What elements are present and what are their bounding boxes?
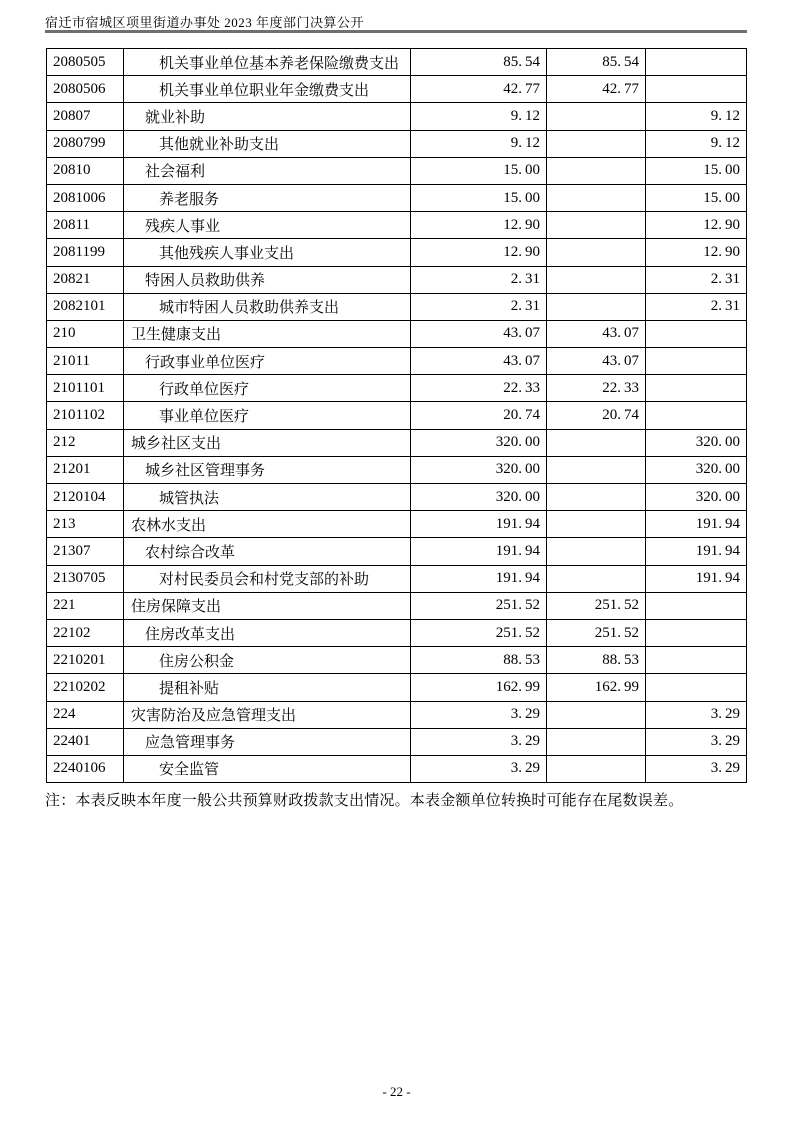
subject-code-cell: 2080799: [47, 130, 124, 157]
amount-project-cell: [646, 320, 747, 347]
subject-name-cell: 机关事业单位基本养老保险缴费支出: [124, 49, 411, 76]
subject-code-cell: 21307: [47, 538, 124, 565]
subject-name-cell: 城乡社区管理事务: [124, 456, 411, 483]
subject-name-cell: 残疾人事业: [124, 212, 411, 239]
amount-basic-cell: [547, 293, 646, 320]
amount-project-cell: 15. 00: [646, 184, 747, 211]
amount-project-cell: [646, 49, 747, 76]
subject-code-cell: 212: [47, 429, 124, 456]
table-row: [47, 484, 747, 511]
subject-code-cell: 224: [47, 701, 124, 728]
header-rule-divider: [45, 30, 747, 33]
subject-name-cell: 其他残疾人事业支出: [124, 239, 411, 266]
subject-code-cell: 22102: [47, 619, 124, 646]
subject-code-cell: 2130705: [47, 565, 124, 592]
subject-name-cell: 住房公积金: [124, 647, 411, 674]
amount-basic-cell: [547, 212, 646, 239]
subject-name-cell: 城管执法: [124, 484, 411, 511]
amount-basic-cell: [547, 755, 646, 782]
amount-project-cell: 2. 31: [646, 293, 747, 320]
table-row: [47, 456, 747, 483]
amount-basic-cell: [547, 429, 646, 456]
amount-basic-cell: [547, 266, 646, 293]
table-row: [47, 619, 747, 646]
subject-code-cell: 21201: [47, 456, 124, 483]
subject-code-cell: 2240106: [47, 755, 124, 782]
amount-total-cell: 320. 00: [411, 484, 547, 511]
amount-basic-cell: 42. 77: [547, 76, 646, 103]
amount-total-cell: 9. 12: [411, 130, 547, 157]
subject-code-cell: 2210201: [47, 647, 124, 674]
amount-project-cell: [646, 348, 747, 375]
subject-code-cell: 2101101: [47, 375, 124, 402]
amount-project-cell: [646, 402, 747, 429]
amount-total-cell: 85. 54: [411, 49, 547, 76]
amount-project-cell: [646, 619, 747, 646]
subject-name-cell: 住房改革支出: [124, 619, 411, 646]
subject-name-cell: 对村民委员会和村党支部的补助: [124, 565, 411, 592]
amount-basic-cell: [547, 456, 646, 483]
amount-project-cell: 9. 12: [646, 130, 747, 157]
subject-code-cell: 20811: [47, 212, 124, 239]
amount-total-cell: 15. 00: [411, 157, 547, 184]
amount-total-cell: 22. 33: [411, 375, 547, 402]
amount-total-cell: 251. 52: [411, 592, 547, 619]
subject-code-cell: 2081199: [47, 239, 124, 266]
table-row: [47, 674, 747, 701]
table-row: [47, 511, 747, 538]
subject-name-cell: 其他就业补助支出: [124, 130, 411, 157]
amount-total-cell: 3. 29: [411, 728, 547, 755]
subject-name-cell: 安全监管: [124, 755, 411, 782]
table-row: [47, 239, 747, 266]
amount-project-cell: 12. 90: [646, 212, 747, 239]
subject-name-cell: 应急管理事务: [124, 728, 411, 755]
page-number: - 22 -: [382, 1084, 411, 1099]
amount-basic-cell: [547, 239, 646, 266]
amount-total-cell: 43. 07: [411, 348, 547, 375]
amount-project-cell: 12. 90: [646, 239, 747, 266]
amount-total-cell: 43. 07: [411, 320, 547, 347]
table-row: [47, 130, 747, 157]
subject-name-cell: 农林水支出: [124, 511, 411, 538]
amount-basic-cell: [547, 130, 646, 157]
amount-basic-cell: 43. 07: [547, 348, 646, 375]
amount-total-cell: 191. 94: [411, 538, 547, 565]
amount-project-cell: 320. 00: [646, 429, 747, 456]
table-row: [47, 592, 747, 619]
table-row: [47, 184, 747, 211]
amount-project-cell: [646, 76, 747, 103]
subject-name-cell: 行政事业单位医疗: [124, 348, 411, 375]
table-row: [47, 320, 747, 347]
amount-basic-cell: [547, 511, 646, 538]
amount-basic-cell: [547, 103, 646, 130]
amount-project-cell: [646, 375, 747, 402]
amount-total-cell: 3. 29: [411, 701, 547, 728]
amount-project-cell: 3. 29: [646, 755, 747, 782]
amount-basic-cell: 88. 53: [547, 647, 646, 674]
table-row: [47, 103, 747, 130]
table-row: [47, 293, 747, 320]
subject-name-cell: 事业单位医疗: [124, 402, 411, 429]
subject-code-cell: 2120104: [47, 484, 124, 511]
amount-total-cell: 12. 90: [411, 212, 547, 239]
table-row: [47, 538, 747, 565]
amount-total-cell: 88. 53: [411, 647, 547, 674]
amount-project-cell: 191. 94: [646, 511, 747, 538]
amount-basic-cell: [547, 484, 646, 511]
table-footnote: 注：本表反映本年度一般公共预算财政拨款支出情况。本表金额单位转换时可能存在尾数误差。: [45, 793, 684, 809]
table-row: [47, 728, 747, 755]
table-row: [47, 565, 747, 592]
subject-name-cell: 就业补助: [124, 103, 411, 130]
table-row: [47, 348, 747, 375]
amount-basic-cell: 162. 99: [547, 674, 646, 701]
subject-name-cell: 养老服务: [124, 184, 411, 211]
subject-name-cell: 城乡社区支出: [124, 429, 411, 456]
amount-total-cell: 20. 74: [411, 402, 547, 429]
amount-basic-cell: 251. 52: [547, 592, 646, 619]
amount-project-cell: 15. 00: [646, 157, 747, 184]
amount-basic-cell: [547, 565, 646, 592]
subject-name-cell: 住房保障支出: [124, 592, 411, 619]
amount-basic-cell: [547, 728, 646, 755]
amount-total-cell: 42. 77: [411, 76, 547, 103]
subject-code-cell: 2082101: [47, 293, 124, 320]
amount-project-cell: [646, 647, 747, 674]
table-row: [47, 647, 747, 674]
budget-table-body: [47, 49, 747, 783]
subject-code-cell: 210: [47, 320, 124, 347]
subject-code-cell: 20821: [47, 266, 124, 293]
amount-basic-cell: [547, 184, 646, 211]
table-row: [47, 755, 747, 782]
amount-total-cell: 15. 00: [411, 184, 547, 211]
subject-name-cell: 卫生健康支出: [124, 320, 411, 347]
amount-total-cell: 9. 12: [411, 103, 547, 130]
amount-project-cell: 320. 00: [646, 456, 747, 483]
table-row: [47, 76, 747, 103]
subject-name-cell: 行政单位医疗: [124, 375, 411, 402]
amount-total-cell: 320. 00: [411, 456, 547, 483]
amount-project-cell: 3. 29: [646, 728, 747, 755]
subject-code-cell: 21011: [47, 348, 124, 375]
subject-name-cell: 农村综合改革: [124, 538, 411, 565]
table-row: [47, 375, 747, 402]
amount-basic-cell: 22. 33: [547, 375, 646, 402]
amount-project-cell: 3. 29: [646, 701, 747, 728]
amount-basic-cell: [547, 157, 646, 184]
subject-code-cell: 213: [47, 511, 124, 538]
subject-code-cell: 20810: [47, 157, 124, 184]
amount-basic-cell: 85. 54: [547, 49, 646, 76]
amount-total-cell: 3. 29: [411, 755, 547, 782]
amount-basic-cell: 251. 52: [547, 619, 646, 646]
amount-basic-cell: [547, 701, 646, 728]
amount-total-cell: 320. 00: [411, 429, 547, 456]
subject-name-cell: 城市特困人员救助供养支出: [124, 293, 411, 320]
amount-basic-cell: [547, 538, 646, 565]
amount-total-cell: 2. 31: [411, 266, 547, 293]
table-row: [47, 266, 747, 293]
amount-project-cell: 191. 94: [646, 565, 747, 592]
amount-project-cell: 191. 94: [646, 538, 747, 565]
amount-total-cell: 251. 52: [411, 619, 547, 646]
amount-project-cell: 2. 31: [646, 266, 747, 293]
subject-name-cell: 提租补贴: [124, 674, 411, 701]
subject-code-cell: 2080506: [47, 76, 124, 103]
page-title: 宿迁市宿城区项里街道办事处 2023 年度部门决算公开: [45, 15, 365, 30]
table-row: [47, 429, 747, 456]
subject-code-cell: 2080505: [47, 49, 124, 76]
subject-name-cell: 特困人员救助供养: [124, 266, 411, 293]
amount-total-cell: 2. 31: [411, 293, 547, 320]
amount-total-cell: 191. 94: [411, 565, 547, 592]
subject-code-cell: 221: [47, 592, 124, 619]
amount-total-cell: 162. 99: [411, 674, 547, 701]
amount-project-cell: 9. 12: [646, 103, 747, 130]
table-row: [47, 157, 747, 184]
subject-code-cell: 2081006: [47, 184, 124, 211]
amount-project-cell: 320. 00: [646, 484, 747, 511]
amount-total-cell: 12. 90: [411, 239, 547, 266]
subject-name-cell: 机关事业单位职业年金缴费支出: [124, 76, 411, 103]
amount-basic-cell: 43. 07: [547, 320, 646, 347]
subject-code-cell: 2210202: [47, 674, 124, 701]
subject-name-cell: 社会福利: [124, 157, 411, 184]
amount-project-cell: [646, 674, 747, 701]
subject-code-cell: 20807: [47, 103, 124, 130]
table-row: [47, 49, 747, 76]
table-row: [47, 701, 747, 728]
subject-code-cell: 2101102: [47, 402, 124, 429]
subject-name-cell: 灾害防治及应急管理支出: [124, 701, 411, 728]
budget-expenditure-table: [46, 48, 747, 783]
amount-total-cell: 191. 94: [411, 511, 547, 538]
table-row: [47, 402, 747, 429]
table-row: [47, 212, 747, 239]
amount-basic-cell: 20. 74: [547, 402, 646, 429]
subject-code-cell: 22401: [47, 728, 124, 755]
amount-project-cell: [646, 592, 747, 619]
